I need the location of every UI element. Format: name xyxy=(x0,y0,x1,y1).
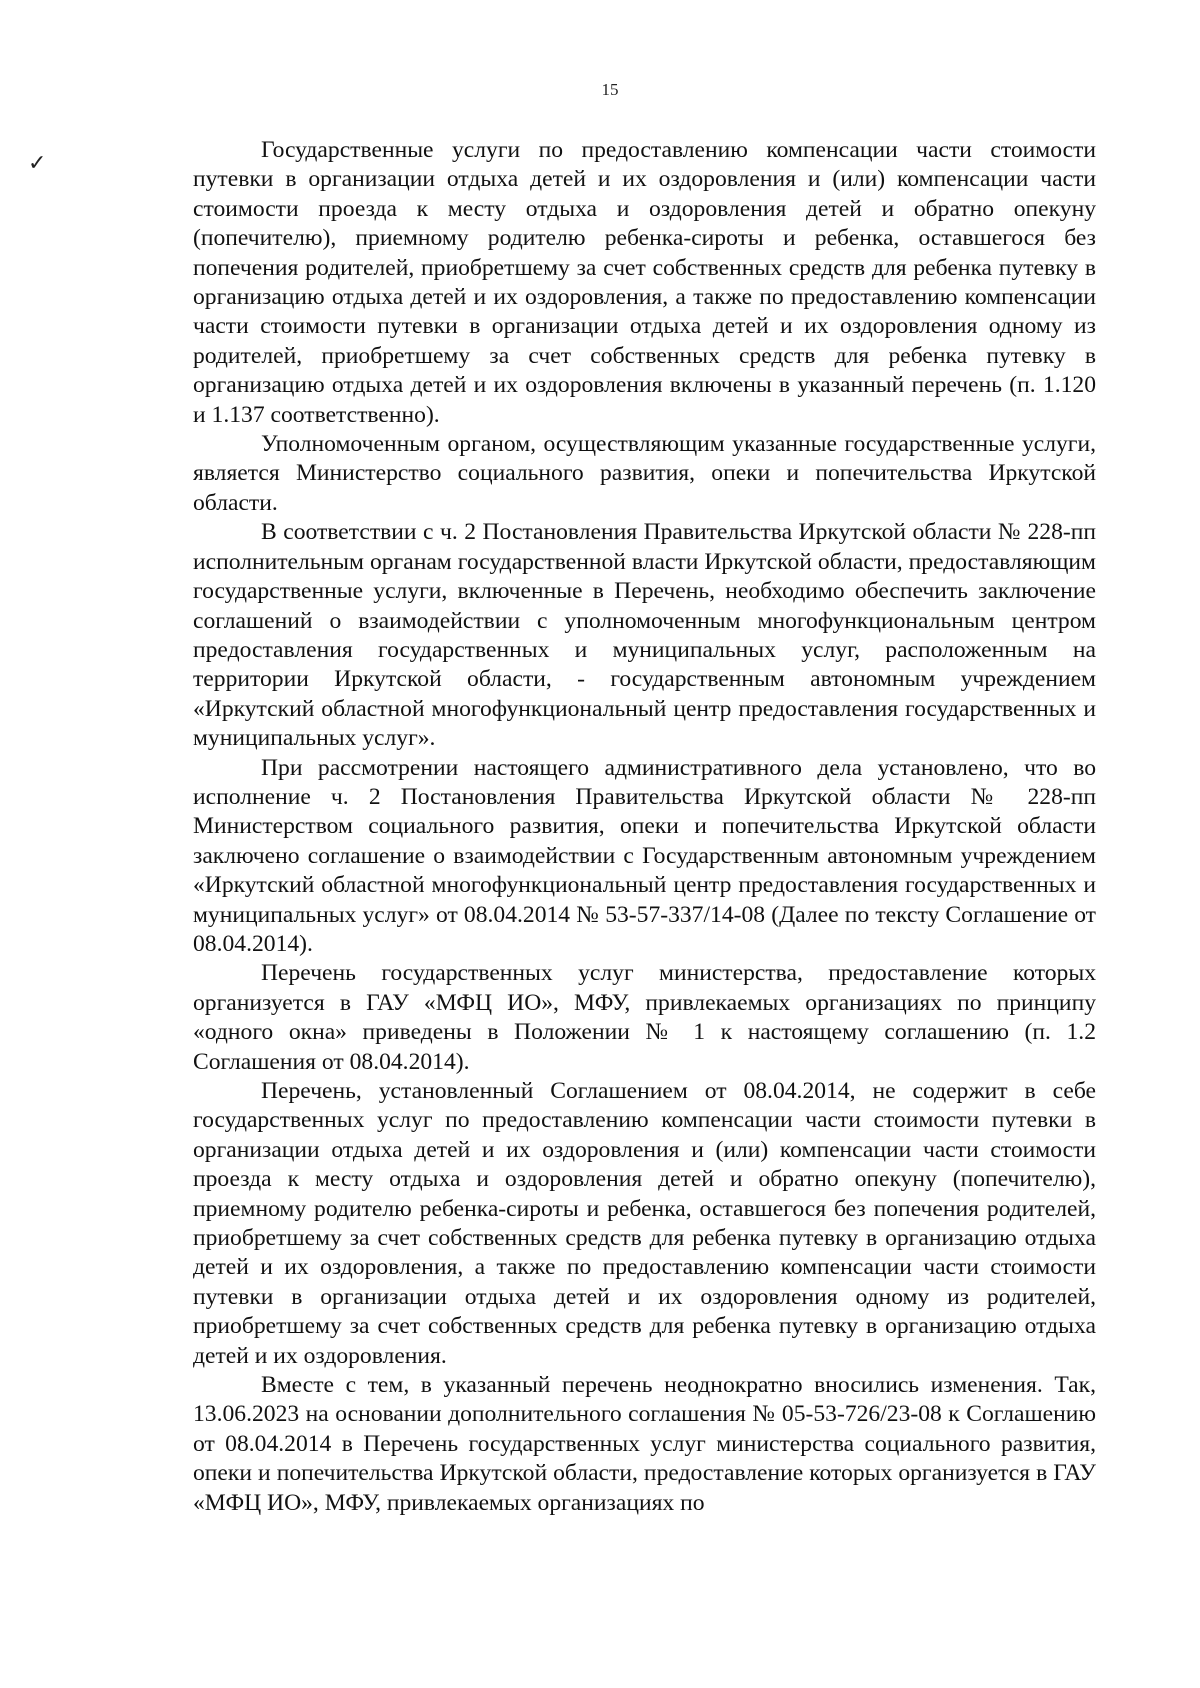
paragraph: Перечень, установленный Соглашением от 08.04.2014, не содержит в себе государственных услуг по предоставлению компенсации части стоимости путевки в организации отдыха детей и их оздоровления и (или) компенсации части стоимости проезда к месту отдыха и оздоровления детей и обратно опекуну (попечителю), приемному родителю ребенка-сироты и ребенка, оставшегося без попечения родителей, приобретшему за счет собственных средств для ребенка путевку в организацию отдыха детей и их оздоровления, а также по предоставлению компенсации части стоимости путевки в организации отдыха детей и их оздоровления одному из родителей, приобретшему за счет собственных средств для ребенка путевку в организацию отдыха детей и их оздоровления. xyxy=(193,1078,1096,1369)
paragraph: Перечень государственных услуг министерства, предоставление которых организуется в ГАУ «МФЦ ИО», МФУ, привлекаемых организациях по принципу «одного окна» приведены в Положении № 1 к настоящему соглашению (п. 1.2 Соглашения от 08.04.2014). xyxy=(193,960,1096,1075)
paragraph: В соответствии с ч. 2 Постановления Правительства Иркутской области № 228-пп исполнительным органам государственной власти Иркутской области, предоставляющим государственные услуги, включенные в Перечень, необходимо обеспечить заключение соглашений о взаимодействии с уполномоченным многофункциональным центром предоставления государственных и муниципальных услуг, расположенным на территории Иркутской области, - государственным автономным учреждением «Иркутский областной многофункциональный центр предоставления государственных и муниципальных услуг». xyxy=(193,519,1096,752)
paragraph: Вместе с тем, в указанный перечень неоднократно вносились изменения. Так, 13.06.2023 на основании дополнительного соглашения № 05-53-726/23-08 к Соглашению от 08.04.2014 в Перечень государственных услуг министерства социального развития, опеки и попечительства Иркутской области, предоставление которых организуется в ГАУ «МФЦ ИО», МФУ, привлекаемых организациях по xyxy=(193,1372,1096,1516)
document-body xyxy=(193,136,1096,1518)
margin-check-mark: ✓ xyxy=(28,150,47,175)
paragraph: Государственные услуги по предоставлению компенсации части стоимости путевки в организации отдыха детей и их оздоровления и (или) компенсации части стоимости проезда к месту отдыха и оздоровления детей и обратно опекуну (попечителю), приемному родителю ребенка-сироты и ребенка, оставшегося без попечения родителей, приобретшему за счет собственных средств для ребенка путевку в организацию отдыха детей и их оздоровления, а также по предоставлению компенсации части стоимости путевки в организации отдыха детей и их оздоровления одному из родителей, приобретшему за счет собственных средств для ребенка путевку в организацию отдыха детей и их оздоровления включены в указанный перечень (п. 1.120 и 1.137 соответственно). xyxy=(193,137,1096,428)
paragraph: При рассмотрении настоящего административного дела установлено, что во исполнение ч. 2 Постановления Правительства Иркутской области № 228-пп Министерством социального развития, опеки и попечительства Иркутской области заключено соглашение о взаимодействии с Государственным автономным учреждением «Иркутский областной многофункциональный центр предоставления государственных и муниципальных услуг» от 08.04.2014 № 53-57-337/14-08 (Далее по тексту Соглашение от 08.04.2014). xyxy=(193,754,1096,957)
paragraph: Уполномоченным органом, осуществляющим указанные государственные услуги, является Министерство социального развития, опеки и попечительства Иркутской области. xyxy=(193,431,1096,516)
page-number: 15 xyxy=(601,80,619,99)
